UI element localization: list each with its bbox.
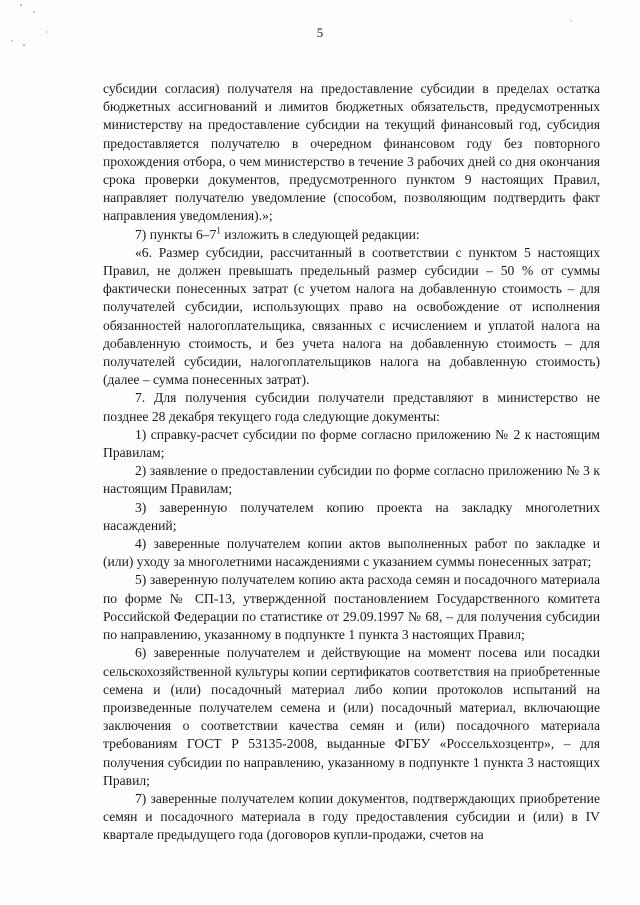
document-body (103, 80, 600, 845)
list-item-7: 7) заверенные получателем копии документов, подтверждающих приобретение семян и посадочного материала в году предоставления субсидии и (или) в IV квартале предыдущего года (договоров купли-продажи, счетов на (103, 790, 600, 843)
paragraph-amendment-intro (103, 226, 600, 244)
paragraph-continuation: субсидии согласия) получателя на предоставление субсидии в пределах остатка бюджетных ассигнований и лимитов бюджетных обязательств, предусмотренных министерству на предоставление субсидии на текущий финансовый год, субсидия предоставляется получателю в очередном финансовом году без повторного прохождения отбора, о чем министерство в течение 3 рабочих дней со дня окончания срока проверки документов, предусмотренного пунктом 9 настоящих Правил, направляет получателю уведомление (способом, позволяющим подтвердить факт направления уведомления).»; (103, 81, 600, 224)
list-item-6: 6) заверенные получателем и действующие на момент посева или посадки сельскохозяйственной культуры копии сертификатов соответствия на приобретенные семена и (или) посадочный материал либо копии протоколов испытаний на произведенные получателем семена и (или) посадочный материал, включающие заключения о соответствии качества семян и (или) посадочного материала требованиям ГОСТ Р 53135-2008, выданные ФГБУ «Россельхозцентр», – для получения субсидии по направлению, указанному в подпункте 1 пункта 3 настоящих Правил; (103, 645, 600, 788)
list-item-3: 3) заверенную получателем копию проекта на закладку многолетних насаждений; (103, 499, 600, 533)
list-item-2: 2) заявление о предоставлении субсидии по форме согласно приложению № 3 к настоящим Правилам; (103, 463, 600, 497)
paragraph-item-7: 7. Для получения субсидии получатели представляют в министерство не позднее 28 декабря текущего года следующие документы: (103, 390, 600, 424)
list-item-1: 1) справку-расчет субсидии по форме согласно приложению № 2 к настоящим Правилам; (103, 426, 600, 461)
list-item-5: 5) заверенную получателем копию акта расхода семян и посадочного материала по форме № СП-13, утвержденной постановлением Государственного комитета Российской Федерации по статистике от 29.09.1997 № 68, – для получения субсидии по направлению, указанному в подпункте 1 пункта 3 настоящих Правил; (103, 572, 600, 643)
list-item-4: 4) заверенные получателем копии актов выполненных работ по закладке и (или) уходу за многолетними насаждениями с указанием суммы понесенных затрат; (103, 536, 600, 570)
superscript-index: 1 (216, 225, 221, 236)
paragraph-item-6: «6. Размер субсидии, рассчитанный в соответствии с пунктом 5 настоящих Правил, не должен превышать предельный размер субсидии – 50 % от суммы фактически понесенных затрат (с учетом налога на добавленную стоимость – для получателей субсидии, использующих право на освобождение от исполнения обязанностей налогоплательщика, связанных с исчислением и уплатой налога на добавленную стоимость, и без учета налога на добавленную стоимость – для получателей субсидии, налогоплательщиков налога на добавленную стоимость) (далее – сумма понесенных затрат). (103, 244, 600, 388)
page-number: 5 (316, 25, 324, 40)
amendment-intro-tail: изложить в следующей редакции: (220, 226, 420, 242)
amendment-intro-text: 7) пункты 6–7 (135, 226, 217, 242)
